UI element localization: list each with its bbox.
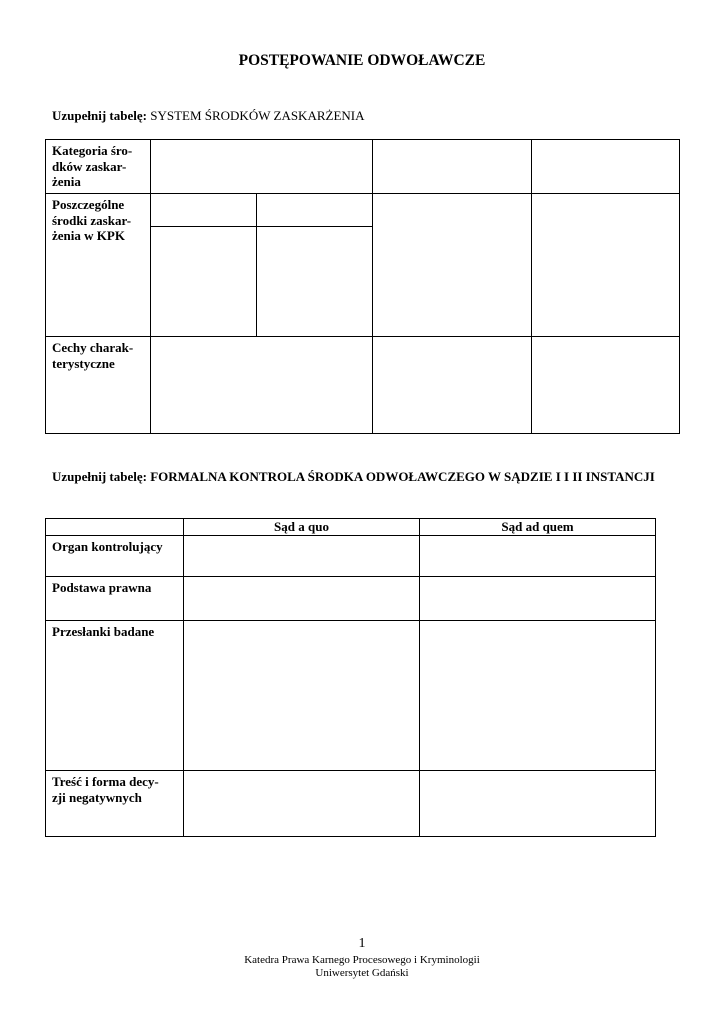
page-number: 1 (358, 936, 366, 951)
cell-przeslanki-a-quo[interactable] (184, 621, 420, 771)
cell-tresc-ad-quem[interactable] (420, 771, 656, 837)
row-label-line: Treść i forma decy- (52, 774, 159, 789)
cell-podstawa-a-quo[interactable] (184, 577, 420, 621)
cell-cechy-3[interactable] (532, 337, 680, 434)
cell-cechy-1[interactable] (151, 337, 373, 434)
cell-srodek-4[interactable] (532, 194, 680, 337)
row-label-podstawa (46, 577, 184, 621)
cell-kategoria-2[interactable] (373, 140, 532, 194)
row-label-line: żenia (52, 174, 81, 189)
footer-department: Katedra Prawa Karnego Procesowego i Kryminologii (244, 954, 480, 966)
cell-organ-a-quo[interactable] (184, 536, 420, 577)
row-label-line: terystyczne (52, 355, 115, 371)
row-label-line: Cechy charak- (52, 340, 134, 355)
row-label-line: Kategoria śro- (52, 143, 133, 158)
cell-srodek-2b[interactable] (257, 227, 373, 337)
section2-heading-lead: Uzupełnij tabelę: (52, 469, 147, 484)
section2-heading-text: FORMALNA KONTROLA ŚRODKA ODWOŁAWCZEGO W SĄDZIE I I II INSTANCJI (146, 469, 655, 484)
row-label-line: środki zaskar- (52, 212, 132, 228)
cell-srodek-2a[interactable] (257, 194, 373, 227)
section2-heading (52, 469, 662, 485)
row-label-line: Przesłanki badane (52, 624, 155, 639)
row-label-line: Poszczególne (52, 197, 125, 212)
cell-przeslanki-ad-quem[interactable] (420, 621, 656, 771)
section1-heading-lead: Uzupełnij tabelę: (52, 108, 147, 123)
cell-kategoria-1[interactable] (151, 140, 373, 194)
row-label-cechy (46, 337, 151, 434)
row-label-line: żenia w KPK (52, 228, 125, 243)
row-label-line: Organ kontrolujący (52, 539, 163, 554)
row-label-tresc (46, 771, 184, 837)
row-label-przeslanki (46, 621, 184, 771)
cell-srodek-3[interactable] (373, 194, 532, 337)
column-header-sad-a-quo: Sąd a quo (184, 519, 420, 536)
row-label-organ (46, 536, 184, 577)
system-table (45, 139, 680, 434)
row-label-line: dków zaskar- (52, 158, 127, 174)
footer-university: Uniwersytet Gdański (315, 967, 409, 979)
section1-heading (52, 108, 365, 124)
cell-kategoria-3[interactable] (532, 140, 680, 194)
row-label-kategoria (46, 140, 151, 194)
cell-srodek-1a[interactable] (151, 194, 257, 227)
formal-control-table (45, 518, 656, 837)
cell-tresc-a-quo[interactable] (184, 771, 420, 837)
column-header-sad-ad-quem: Sąd ad quem (420, 519, 656, 536)
cell-organ-ad-quem[interactable] (420, 536, 656, 577)
document-title: POSTĘPOWANIE ODWOŁAWCZE (238, 52, 486, 69)
column-header-empty (46, 519, 184, 536)
row-label-line: Podstawa prawna (52, 580, 152, 595)
cell-podstawa-ad-quem[interactable] (420, 577, 656, 621)
cell-srodek-1b[interactable] (151, 227, 257, 337)
cell-cechy-2[interactable] (373, 337, 532, 434)
row-label-poszczegolne (46, 194, 151, 337)
section1-heading-text: SYSTEM ŚRODKÓW ZASKARŻENIA (146, 108, 365, 123)
row-label-line: zji negatywnych (52, 789, 142, 805)
